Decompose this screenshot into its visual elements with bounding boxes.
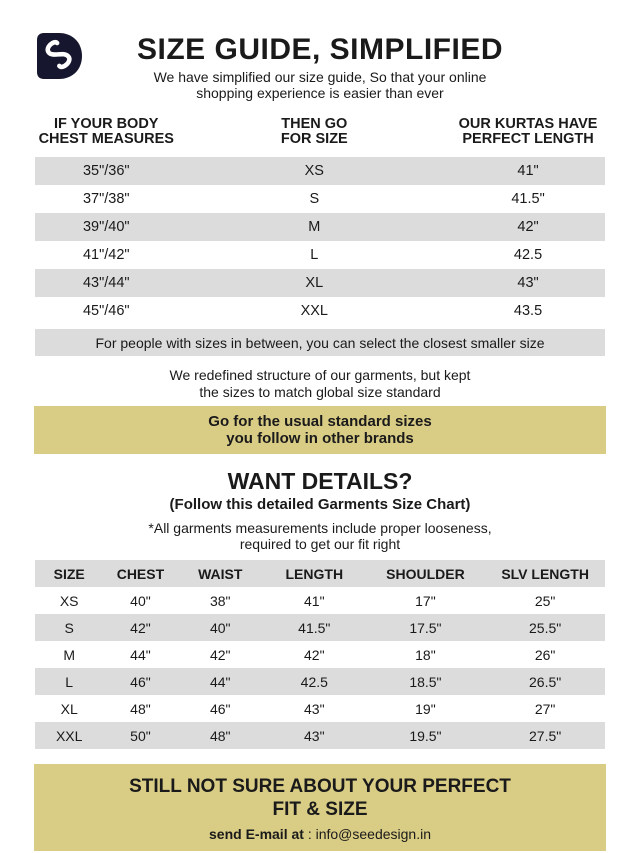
size-conversion-table bbox=[35, 116, 605, 325]
header-line: OUR KURTAS HAVE bbox=[458, 116, 598, 132]
cell-size: XL bbox=[305, 275, 324, 291]
contact-banner-line-1: STILL NOT SURE ABOUT YOUR PERFECT bbox=[129, 776, 511, 797]
column-header-size: SIZE bbox=[35, 560, 103, 587]
column-header-sleeve-length: SLV LENGTH bbox=[485, 560, 605, 587]
header-line: IF YOUR BODY bbox=[54, 116, 159, 132]
cell-length: 43" bbox=[517, 275, 539, 291]
subtitle-line-1: We have simplified our size guide, So that your online bbox=[153, 69, 487, 85]
column-header-waist: WAIST bbox=[177, 560, 263, 587]
between-sizes-note: For people with sizes in between, you can select the closest smaller size bbox=[35, 329, 605, 356]
garment-structure-note bbox=[170, 367, 471, 401]
cell-chest: 40" bbox=[130, 592, 151, 609]
contact-email: : info@seedesign.in bbox=[307, 826, 431, 842]
cell-waist: 48" bbox=[209, 727, 231, 744]
cell-length: 42" bbox=[517, 219, 539, 235]
cell-chest-range: 35"/36" bbox=[82, 163, 130, 179]
cell-chest: 50" bbox=[130, 727, 151, 744]
cell-waist: 44" bbox=[209, 673, 231, 690]
column-header-shoulder: SHOULDER bbox=[366, 560, 486, 587]
size-conversion-section bbox=[35, 116, 605, 325]
detail-row-s bbox=[35, 614, 605, 641]
cell-waist: 46" bbox=[209, 700, 231, 717]
cell-length: 42.5 bbox=[513, 247, 543, 263]
banner-line-1: Go for the usual standard sizes bbox=[208, 413, 432, 430]
table-row-s bbox=[35, 185, 605, 213]
cell-size: M bbox=[308, 219, 321, 235]
cell-shoulder: 19.5" bbox=[409, 727, 442, 744]
cell-sleeve: 27.5" bbox=[529, 727, 562, 744]
header-line: FOR SIZE bbox=[280, 131, 348, 147]
looseness-disclaimer bbox=[148, 520, 491, 552]
want-details-heading: WANT DETAILS? bbox=[227, 468, 413, 494]
contact-email-line bbox=[34, 826, 606, 842]
cell-sleeve: 26.5" bbox=[529, 673, 562, 690]
detailed-size-table bbox=[35, 560, 605, 749]
cell-sleeve: 27" bbox=[534, 700, 556, 717]
cell-sleeve: 26" bbox=[534, 646, 556, 663]
cell-chest: 46" bbox=[130, 673, 151, 690]
contact-email-label: send E-mail at bbox=[209, 826, 304, 842]
cell-chest-range: 43"/44" bbox=[82, 275, 130, 291]
cell-chest: 48" bbox=[130, 700, 151, 717]
column-header-length: LENGTH bbox=[263, 560, 366, 587]
header-line: THEN GO bbox=[281, 116, 348, 132]
cell-size: XS bbox=[59, 592, 79, 609]
cell-waist: 40" bbox=[209, 619, 231, 636]
cell-chest-range: 39"/40" bbox=[82, 219, 130, 235]
cell-shoulder: 18" bbox=[415, 646, 436, 663]
cell-shoulder: 18.5" bbox=[409, 673, 442, 690]
table-row-xs bbox=[35, 157, 605, 185]
cell-chest-range: 45"/46" bbox=[82, 303, 130, 319]
page-title: SIZE GUIDE, SIMPLIFIED bbox=[136, 33, 504, 66]
table-row-xxl bbox=[35, 297, 605, 325]
cell-chest-range: 37"/38" bbox=[82, 191, 130, 207]
cell-shoulder: 17.5" bbox=[409, 619, 442, 636]
detail-row-xxl bbox=[35, 722, 605, 749]
subtitle-line-2: shopping experience is easier than ever bbox=[196, 84, 444, 101]
standard-sizes-banner bbox=[34, 406, 606, 454]
header-line: PERFECT LENGTH bbox=[462, 131, 594, 147]
cell-sleeve: 25" bbox=[534, 592, 556, 609]
cell-size: S bbox=[64, 619, 74, 636]
cell-chest: 44" bbox=[130, 646, 151, 663]
cell-shoulder: 19" bbox=[415, 700, 436, 717]
column-header-chest: CHEST bbox=[103, 560, 177, 587]
cell-chest-range: 41"/42" bbox=[82, 247, 130, 263]
structure-note-line-1: We redefined structure of our garments, but kept bbox=[169, 367, 471, 383]
contact-banner bbox=[34, 764, 606, 851]
header-line: CHEST MEASURES bbox=[38, 131, 174, 147]
cell-length: 42.5 bbox=[300, 673, 328, 690]
cell-size: XS bbox=[304, 163, 324, 179]
page-subtitle bbox=[154, 70, 487, 101]
cell-size: L bbox=[65, 673, 74, 690]
cell-size: XL bbox=[60, 700, 78, 717]
cell-length: 41" bbox=[517, 163, 539, 179]
detail-row-xl bbox=[35, 695, 605, 722]
column-header-go-for-size bbox=[178, 116, 452, 157]
cell-length: 41" bbox=[304, 592, 325, 609]
cell-size: XXL bbox=[300, 303, 328, 319]
table-row-l bbox=[35, 241, 605, 269]
detail-row-l bbox=[35, 668, 605, 695]
cell-size: L bbox=[310, 247, 319, 263]
column-header-body-chest bbox=[35, 116, 178, 157]
cell-size: XXL bbox=[55, 727, 83, 744]
cell-size: M bbox=[63, 646, 76, 663]
disclaimer-line-1: *All garments measurements include proper looseness, bbox=[148, 520, 492, 536]
banner-line-2: you follow in other brands bbox=[226, 430, 414, 447]
cell-shoulder: 17" bbox=[415, 592, 436, 609]
cell-length: 43" bbox=[304, 700, 325, 717]
cell-waist: 38" bbox=[209, 592, 231, 609]
table-row-m bbox=[35, 213, 605, 241]
detailed-table-header-row bbox=[35, 560, 605, 587]
cell-length: 41.5" bbox=[298, 619, 331, 636]
cell-chest: 42" bbox=[130, 619, 151, 636]
cell-waist: 42" bbox=[209, 646, 231, 663]
want-details-subheading: (Follow this detailed Garments Size Chart) bbox=[169, 496, 471, 513]
column-header-kurta-length bbox=[451, 116, 605, 157]
contact-banner-line-2: FIT & SIZE bbox=[272, 799, 368, 820]
brand-logo-icon bbox=[36, 32, 83, 80]
structure-note-line-2: the sizes to match global size standard bbox=[199, 384, 441, 400]
table-row-xl bbox=[35, 269, 605, 297]
cell-length: 41.5" bbox=[511, 191, 545, 207]
cell-sleeve: 25.5" bbox=[529, 619, 562, 636]
detail-row-m bbox=[35, 641, 605, 668]
disclaimer-line-2: required to get our fit right bbox=[239, 536, 401, 552]
cell-length: 43" bbox=[304, 727, 325, 744]
detail-row-xs bbox=[35, 587, 605, 614]
detailed-size-section bbox=[35, 560, 605, 749]
cell-size: S bbox=[309, 191, 320, 207]
cell-length: 43.5 bbox=[513, 303, 543, 319]
size-conversion-header-row bbox=[35, 116, 605, 157]
cell-length: 42" bbox=[304, 646, 325, 663]
